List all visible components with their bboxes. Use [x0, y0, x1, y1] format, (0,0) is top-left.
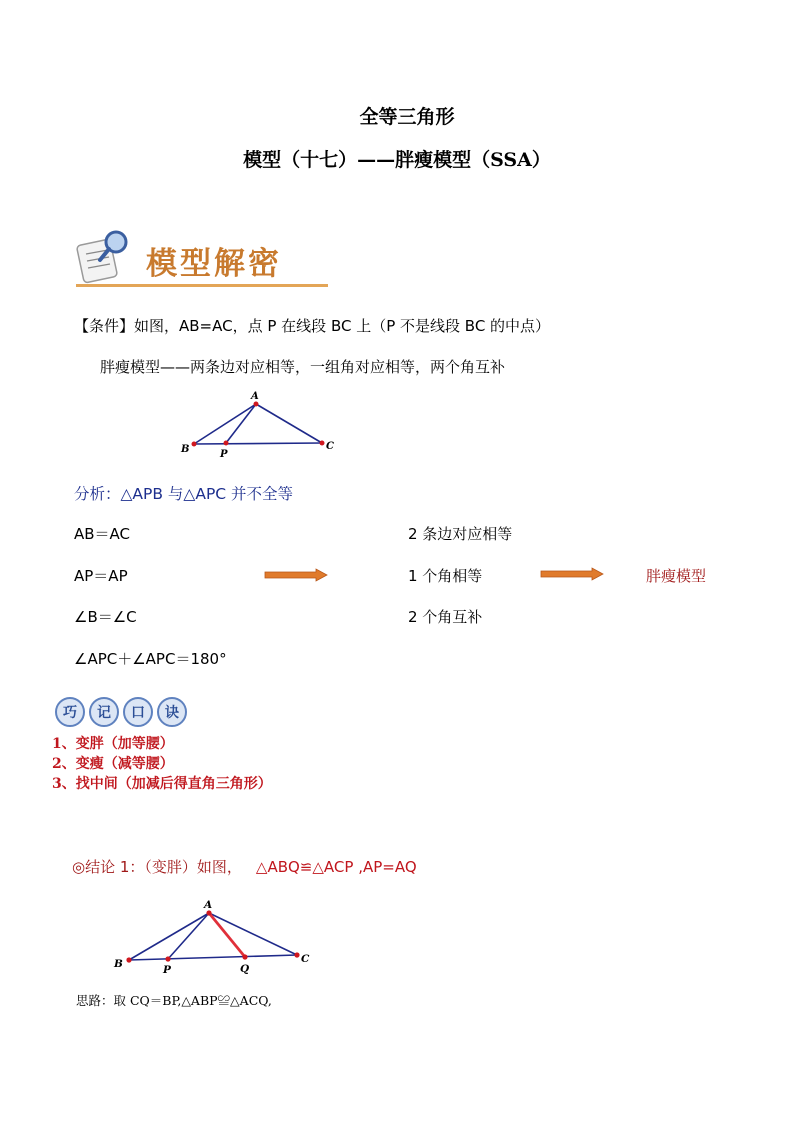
label-b: B	[181, 444, 190, 455]
triangle-figure-2	[108, 895, 323, 980]
analysis-left-3: ∠B＝∠C	[74, 608, 137, 626]
arrow-right-icon-2	[540, 567, 604, 581]
idea-text: 思路：取 CQ＝BP,△ABP≌△ACQ,	[76, 993, 272, 1008]
analysis-left-4: ∠APC＋∠APC＝180°	[74, 650, 227, 668]
analysis-left-2: AP＝AP	[74, 567, 128, 585]
label-p-2: P	[163, 964, 171, 976]
analysis-left-1: AB＝AC	[74, 525, 131, 543]
label-p: P	[220, 449, 228, 460]
triangle-figure-1	[170, 385, 350, 460]
mnemonic-badge-2: 记	[89, 697, 119, 727]
analysis-right-2: 1 个角相等	[408, 567, 483, 585]
label-b-2: B	[114, 958, 123, 970]
label-q-2: Q	[240, 963, 250, 975]
arrow-right-icon	[264, 568, 328, 582]
page-subtitle: 模型（十七）——胖瘦模型（SSA）	[243, 149, 551, 171]
mnemonic-badge-4: 诀	[157, 697, 187, 727]
mnemonic-item-3: 3、找中间（加减后得直角三角形）	[52, 776, 272, 792]
label-a: A	[251, 391, 259, 402]
conclusion-statement: △ABQ≌△ACP ,AP=AQ	[255, 858, 417, 876]
model-description: 胖瘦模型——两条边对应相等，一组角对应相等，两个角互补	[100, 358, 506, 376]
mnemonic-item-2: 2、变瘦（减等腰）	[52, 756, 174, 772]
mnemonic-item-1: 1、变胖（加等腰）	[52, 736, 174, 752]
label-c-2: C	[301, 953, 310, 965]
label-a-2: A	[204, 899, 213, 911]
mnemonic-badge-3: 口	[123, 697, 153, 727]
conclusion-prefix: ◎结论 1：（变胖）如图，	[72, 858, 242, 876]
condition-text: 【条件】如图，AB=AC，点 P 在线段 BC 上（P 不是线段 BC 的中点）	[74, 317, 551, 335]
analysis-right-1: 2 条边对应相等	[408, 525, 513, 543]
label-c: C	[326, 441, 334, 452]
banner-underline	[76, 284, 328, 287]
section-banner-title: 模型解密	[146, 246, 282, 282]
analysis-heading: 分析：△APB 与△APC 并不全等	[74, 485, 294, 503]
conclusion-1	[72, 856, 417, 877]
page-title: 全等三角形	[359, 106, 455, 128]
mnemonic-badge-1: 巧	[55, 697, 85, 727]
analysis-result: 胖瘦模型	[646, 567, 707, 585]
analysis-right-3: 2 个角互补	[408, 608, 483, 626]
